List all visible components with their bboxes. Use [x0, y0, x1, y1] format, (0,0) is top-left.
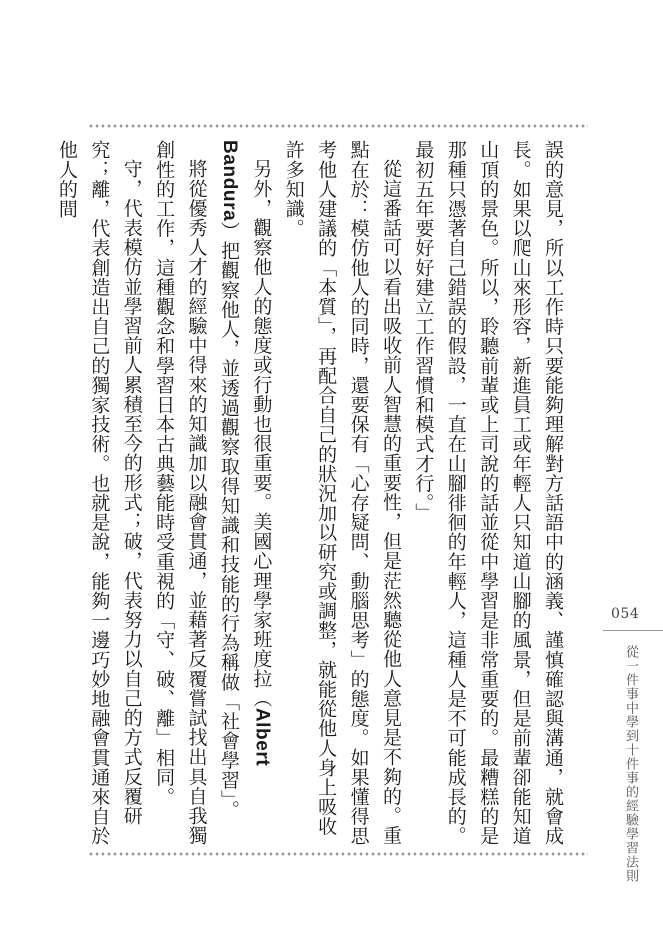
- bandura-name: Albert Bandura: [218, 140, 273, 767]
- body-text: [51, 140, 586, 848]
- paragraph-3-end: ）把觀察他人，並透過觀察取得知識和技能的行為稱做「社會學習」。: [217, 221, 240, 820]
- bottom-dotted-rule: [88, 852, 588, 856]
- paragraph-3: [213, 140, 278, 848]
- page-number: 054: [611, 606, 640, 622]
- paragraph-1: 誤的意見，所以工作時只要能夠理解對方話語中的涵義、謹慎確認與溝通，就會成長。如果以爬山來形容，新進員工或年輕人只知道山腳的風景，但是前輩卻能知道山頂的景色。所以，聆聽前輩或上司說的話並從中學習是非常重要的。最糟糕的是那種只憑著自己錯誤的假設，一直在山腳徘徊的年輕人，這種人是不可能成長的。最初五年要好好建立工作習慣和模式才行。」: [412, 140, 564, 846]
- paragraph-5: 守，代表模仿並學習前人累積至今的形式；破，代表努力以自己的方式反覆研究；離，代表創造出自己的獨家技術。也就是說，能夠一邊巧妙地融會貫通來自於他人的間: [55, 140, 143, 846]
- paragraph-2: 從這番話可以看出吸收前人智慧的重要性，但是茫然聽從他人意見是不夠的。重點在於：模仿他人的同時，還要保有「心存疑問、動腦思考」的態度。如果懂得思考他人建議的「本質」，再配合自己的狀況加以研究或調整，就能從他人身上吸收許多知識。: [282, 140, 402, 846]
- paragraph-4: 將從優秀人才的經驗中得來的知識加以融會貫通，並藉著反覆嘗試找出具自我獨創性的工作，這種觀念和學習日本古典藝能時受重視的「守、破、離」相同。: [153, 140, 208, 845]
- paragraph-3-start: 另外，觀察他人的態度或行動也很重要。美國心理學家班度拉（: [250, 159, 273, 708]
- running-head: 從一件事中學到十件事的經驗學習法則: [623, 645, 638, 883]
- margin-divider: [603, 630, 663, 631]
- top-dotted-rule: [88, 124, 588, 128]
